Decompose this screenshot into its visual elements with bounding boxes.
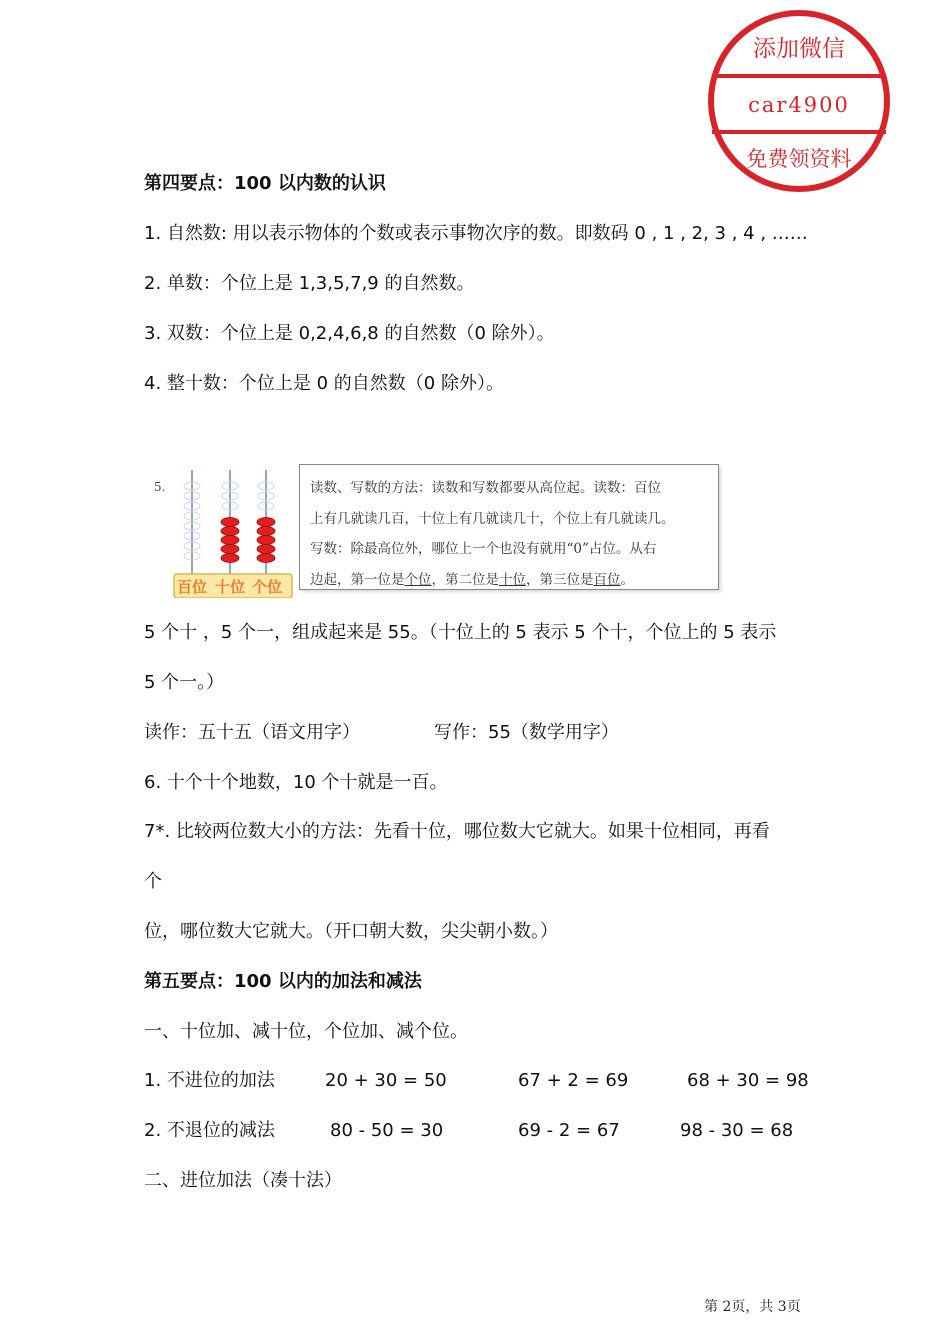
read-as: 读作：五十五（语文用字） bbox=[144, 722, 360, 743]
watermark-stamp bbox=[706, 8, 892, 194]
section5-heading: 第五要点：100 以内的加法和减法 bbox=[144, 971, 422, 992]
item-6: 6. 十个十个地数，10 个十就是一百。 bbox=[144, 772, 448, 793]
page-footer: 第 2页，共 3页 bbox=[704, 1299, 801, 1315]
rules-line-4: 边起，第一位是个位，第二位是十位，第三位是百位。 bbox=[310, 571, 634, 588]
row-2-eq-2: 69 - 2 = 67 bbox=[518, 1120, 620, 1141]
rules-line-3: 写数：除最高位外，哪位上一个也没有就用“0”占位。从右 bbox=[310, 541, 657, 557]
label-tens: 十位 bbox=[214, 578, 246, 596]
row-1-eq-1: 20 + 30 = 50 bbox=[325, 1070, 447, 1091]
stamp-line2: car4900 bbox=[748, 93, 850, 117]
row-2-eq-1: 80 - 50 = 30 bbox=[330, 1120, 444, 1141]
item-7-line-2: 个 bbox=[144, 871, 162, 892]
section4-item-4: 4. 整十数：个位上是 0 的自然数（0 除外）。 bbox=[144, 373, 504, 394]
section4-item-2: 2. 单数：个位上是 1,3,5,7,9 的自然数。 bbox=[144, 273, 475, 294]
abacus-image bbox=[172, 466, 296, 598]
section4-item-1: 1. 自然数: 用以表示物体的个数或表示事物次序的数。即数码 0 , 1 , 2, 3 , 4 , …… bbox=[144, 223, 808, 244]
section4-item-3: 3. 双数：个位上是 0,2,4,6,8 的自然数（0 除外）。 bbox=[144, 323, 555, 344]
write-as: 写作：55（数学用字） bbox=[434, 722, 619, 743]
section5-subheading-2: 二、进位加法（凑十法） bbox=[144, 1170, 342, 1191]
stamp-line3: 免费领资料 bbox=[746, 147, 852, 171]
row-1-label: 1. 不进位的加法 bbox=[144, 1070, 275, 1091]
body-line-1: 5 个十 ，5 个一，组成起来是 55。（十位上的 5 表示 5 个十，个位上的 5 表示 bbox=[144, 622, 777, 643]
label-ones: 个位 bbox=[251, 578, 283, 596]
reading-writing-rules-box bbox=[299, 464, 719, 590]
rules-line-1: 读数、写数的方法：读数和写数都要从高位起。读数：百位 bbox=[310, 480, 661, 496]
label-hundreds: 百位 bbox=[176, 578, 208, 596]
row-1-eq-3: 68 + 30 = 98 bbox=[687, 1070, 809, 1091]
figure-number: 5. bbox=[154, 480, 166, 494]
row-2-eq-3: 98 - 30 = 68 bbox=[680, 1120, 794, 1141]
rules-line-2: 上有几就读几百，十位上有几就读几十，个位上有几就读几。 bbox=[310, 510, 675, 527]
section5-subheading-1: 一、十位加、减十位，个位加、减个位。 bbox=[144, 1021, 468, 1042]
section4-heading: 第四要点：100 以内数的认识 bbox=[144, 173, 386, 194]
abacus-figure bbox=[144, 462, 724, 602]
item-7-line-1: 7*. 比较两位数大小的方法：先看十位，哪位数大它就大。如果十位相同，再看 bbox=[144, 821, 770, 842]
row-1-eq-2: 67 + 2 = 69 bbox=[518, 1070, 629, 1091]
item-7-line-3: 位，哪位数大它就大。（开口朝大数，尖尖朝小数。） bbox=[144, 921, 558, 942]
stamp-line1: 添加微信 bbox=[753, 36, 845, 62]
body-line-2: 5 个一。） bbox=[144, 672, 225, 693]
row-2-label: 2. 不退位的减法 bbox=[144, 1120, 275, 1141]
